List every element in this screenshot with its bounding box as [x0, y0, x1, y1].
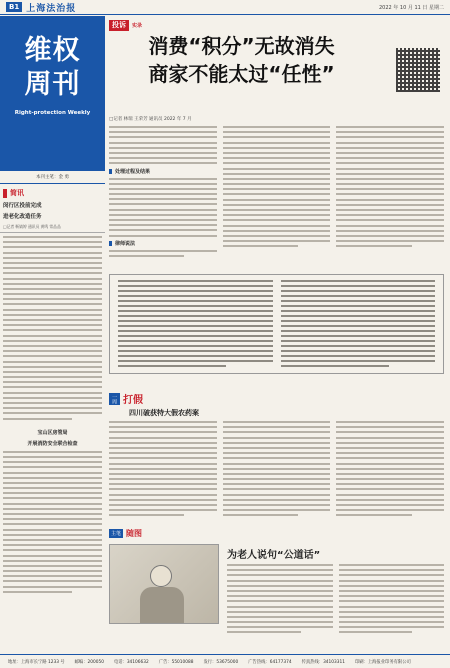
fight-title: 打假 [123, 395, 143, 406]
brief-bar-icon [3, 189, 7, 198]
brief-title-1: 闵行区投前完成 [3, 203, 42, 209]
footer-item: 地址：上海市长宁路 1233 号 [8, 659, 65, 665]
article-col-3 [336, 126, 444, 276]
date-line: 2022 年 10 月 11 日 星期二 [379, 4, 444, 11]
brief-header [0, 184, 105, 200]
expert-quote-box [109, 274, 444, 374]
footer-item: 邮编：200050 [74, 659, 104, 665]
illustration-columns [227, 564, 444, 636]
footer-item: 印刷：上海报业印务有限公司 [354, 659, 411, 665]
article-col-1 [109, 126, 217, 276]
headline-line-1: 消费“积分”无故消失 [148, 34, 335, 58]
paper-name: 上海法治报 [26, 3, 77, 14]
column-tag-box: 投诉 [109, 20, 129, 31]
illustration-body-icon [140, 587, 184, 623]
article-columns [109, 126, 444, 276]
brief-body-text [0, 233, 105, 426]
fight-subheadline: 四川破获特大假农药案 [129, 409, 199, 417]
section-expert-title: 律师说法 [109, 240, 217, 247]
top-rule [0, 14, 450, 15]
masthead-title-line1: 维权 [24, 35, 81, 66]
masthead-subtitle: Right-protection Weekly [14, 110, 91, 116]
editor-line: 本刊主笔：金 勇 [0, 171, 105, 184]
masthead [0, 16, 105, 171]
illustration-header [109, 528, 142, 539]
column-tag-sub: 实录 [132, 22, 143, 29]
footer-item: 发行：53675000 [203, 659, 239, 665]
article-col-2 [223, 126, 331, 276]
brief-authors: □记者 靳婧婷 通讯员 黄鸣 常品品 [0, 222, 105, 233]
brief-subhead-2: 开展消防安全联合检查 [27, 440, 78, 447]
section-process-title: 处理过程及结果 [109, 168, 217, 175]
illustration-image [109, 544, 219, 624]
headline-line-2: 商家不能太过“任性” [148, 62, 335, 86]
main-area [109, 16, 444, 561]
brief-title-2: 进老化改造任务 [3, 214, 42, 220]
brief-body-text-2 [0, 448, 105, 599]
footer-item: 电话：34106632 [113, 659, 149, 665]
masthead-title-line2: 周刊 [24, 69, 81, 100]
fight-box: 一周 [109, 393, 120, 405]
footer-item: 广告：55010088 [158, 659, 194, 665]
page-code: B1 [6, 2, 22, 12]
illustration-title-word: 随图 [126, 529, 143, 538]
byline: □记者 林瑞 王荣芳 通讯员 2022 年 7 月 [109, 117, 192, 122]
qr-code-icon [396, 48, 440, 92]
brief-subhead-1: 宝山区房管局 [37, 429, 68, 436]
column-tag [109, 18, 444, 32]
fight-header [109, 391, 143, 406]
fight-columns [109, 421, 444, 521]
footer-item: 广告热线：64177374 [248, 659, 292, 665]
brief-section-title: 简讯 [10, 189, 24, 197]
illustration-headline: 为老人说句“公道话” [227, 550, 321, 561]
illustration-face-icon [150, 565, 172, 587]
footer [0, 654, 450, 668]
left-column [0, 16, 105, 646]
footer-item: 传真热线：34103311 [301, 659, 345, 665]
illustration-box: 主笔 [111, 531, 122, 537]
top-bar [0, 0, 450, 14]
